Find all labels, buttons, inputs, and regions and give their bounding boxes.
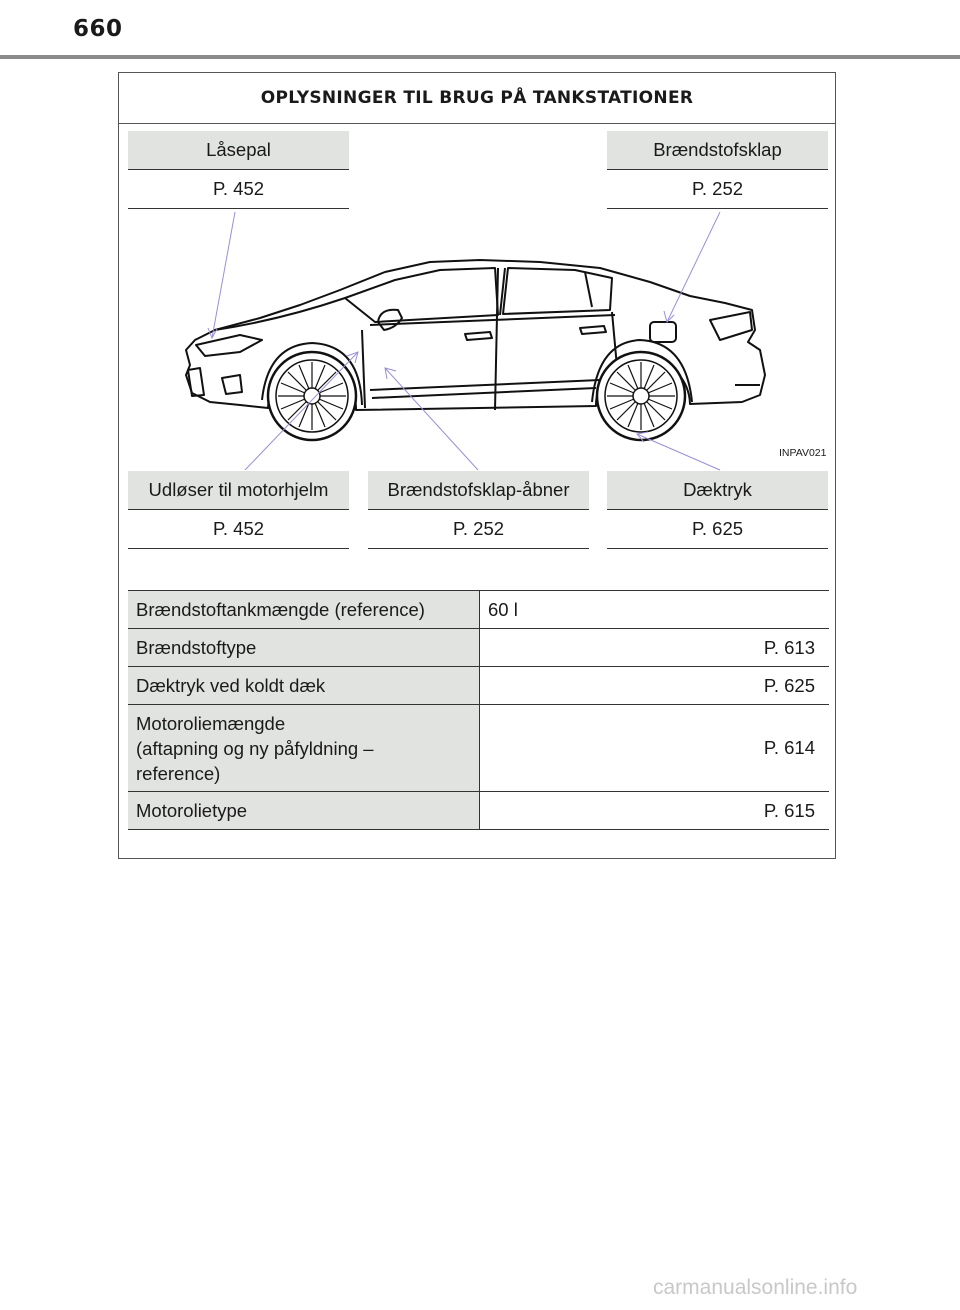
watermark: carmanualsonline.info [653,1276,858,1299]
spec-label: Motorolietype [128,792,480,830]
callout-hood-release-label: Udløser til motorhjelm [128,471,349,510]
spec-row [128,792,829,830]
spec-label-line: (aftapning og ny påfyldning – [136,737,374,759]
callout-tire-pressure-label: Dæktryk [607,471,828,510]
spec-value[interactable]: P. 614 [480,705,830,792]
spec-label-line: reference) [136,762,221,784]
callout-fuel-door-label: Brændstofsklap [607,131,828,170]
callout-lock-label: Låsepal [128,131,349,170]
front-wheel [268,352,356,440]
callout-tire-pressure-page[interactable]: P. 625 [607,510,828,549]
spec-value[interactable]: P. 625 [480,667,830,705]
spec-row [128,705,829,792]
callout-fuel-door-opener-label: Brændstofsklap-åbner [368,471,589,510]
page-number: 660 [73,16,123,42]
spec-value: 60 l [480,591,830,629]
image-code: INPAV021 [779,447,827,459]
spec-row [128,629,829,667]
spec-label-line: Motoroliemængde [136,712,286,734]
callout-hood-release-page[interactable]: P. 452 [128,510,349,549]
spec-label: Dæktryk ved koldt dæk [128,667,480,705]
callout-fuel-door-page[interactable]: P. 252 [607,170,828,209]
callout-lock-page[interactable]: P. 452 [128,170,349,209]
specs-table [128,590,829,830]
rear-wheel [597,352,685,440]
car-side-illustration [0,0,960,560]
spec-label: Brændstoftype [128,629,480,667]
spec-label: Brændstoftankmængde (reference) [128,591,480,629]
spec-row [128,591,829,629]
panel-title: OPLYSNINGER TIL BRUG PÅ TANKSTATIONER [119,73,835,124]
spec-label [128,705,480,792]
spec-value[interactable]: P. 615 [480,792,830,830]
spec-row [128,667,829,705]
callout-fuel-door-opener-page[interactable]: P. 252 [368,510,589,549]
spec-value[interactable]: P. 613 [480,629,830,667]
